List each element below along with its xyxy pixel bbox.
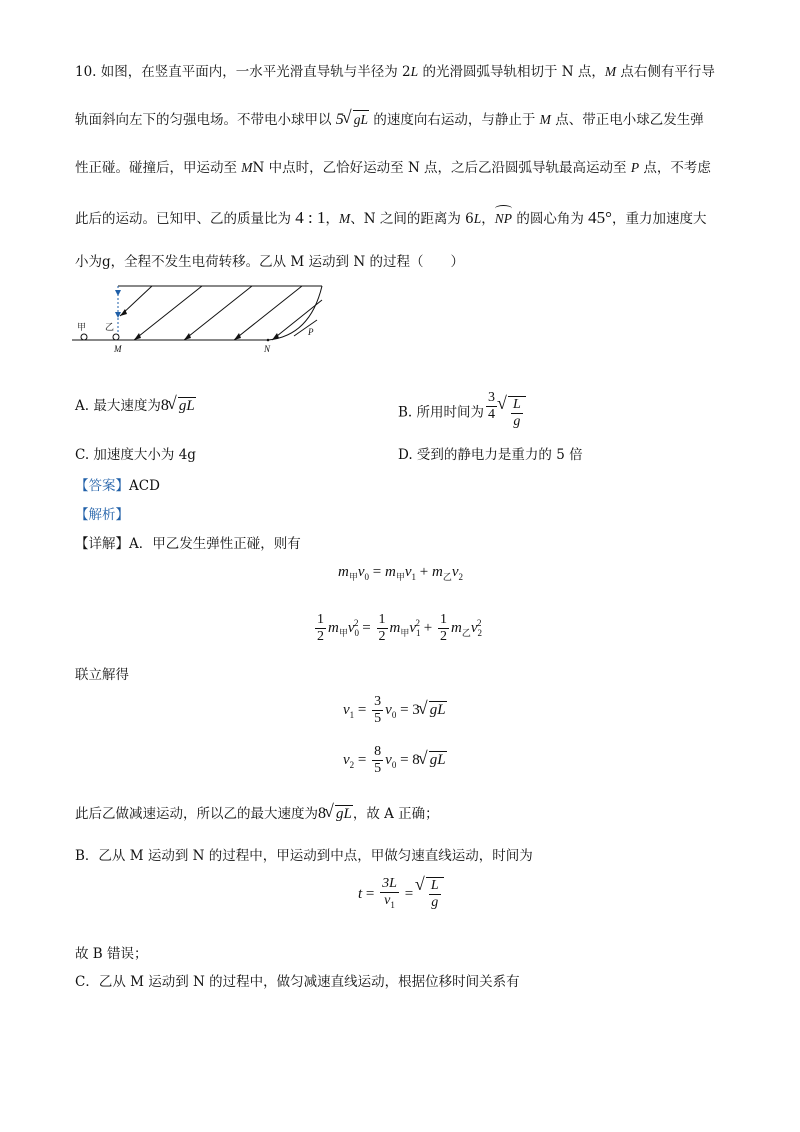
option-b: B. 所用时间为 $\frac{3}{4}$ √ $\frac{L}{g}$ — [398, 396, 526, 430]
energy-equation: $\frac{1}{2}$ $m_甲v_0^2$ = $\frac{1}{2}$ $m_甲v_1^2$ + $\frac{1}{2}$ $m_乙v_2^2$ — [317, 612, 483, 644]
detail-a-line: 【详解】A．甲乙发生弹性正碰，则有 — [75, 536, 301, 552]
question-line-5: 小为g，全程不发生电荷转移。乙从 M 运动到 N 的过程（ ） — [75, 254, 464, 270]
label-m: M — [114, 344, 122, 354]
option-d: D. 受到的静电力是重力的 5 倍 — [398, 447, 583, 463]
label-jia: 甲 — [77, 323, 87, 333]
question-line-2: 轨面斜向左下的匀强电场。不带电小球甲以 5√ gL 的速度向右运动，与静止于 M 点、带正电小球乙发生弹 — [75, 110, 704, 130]
v1-equation: $v_1$ = $\frac{3}{5}$ $v_0 = 3√$ gL — [343, 694, 447, 727]
physics-figure — [72, 278, 342, 358]
t-equation: t = $\frac{3L}{v_1}$ = √ $\frac{L}{g}$ — [358, 876, 444, 913]
solve-text: 联立解得 — [75, 667, 129, 683]
option-c: C. 加速度大小为 4g — [75, 447, 196, 463]
sqrt-gl: √ gL — [344, 110, 369, 130]
question-line-4: 此后的运动。已知甲、乙的质量比为 4 : 1，M、N 之间的距离为 6L，NP 的圆心角为 45°，重力加速度大 — [75, 208, 707, 227]
detail-c-line: C．乙从 M 运动到 N 的过程中，做匀减速直线运动，根据位移时间关系有 — [75, 974, 520, 990]
conclusion-b: 故 B 错误； — [75, 946, 148, 962]
question-line-3: 性正碰。碰撞后，甲运动至 MN 中点时，乙恰好运动至 N 点，之后乙沿圆弧导轨最高运动至 P 点，不考虑 — [75, 160, 711, 176]
analysis-tag: 【解析】 — [75, 507, 129, 523]
conclusion-a: 此后乙做减速运动，所以乙的最大速度为8√ gL，故 A 正确； — [75, 804, 439, 824]
momentum-equation: $m_甲v_0 = m_甲v_1 + m_乙v_2$ — [338, 564, 464, 582]
ball-jia — [81, 334, 87, 340]
ball-yi — [113, 334, 119, 340]
option-a: A. 最大速度为8√ gL — [75, 396, 196, 416]
question-line-1: 10. 如图，在竖直平面内，一水平光滑直导轨与半径为 2L 的光滑圆弧导轨相切于 N 点，M 点右侧有平行导 — [75, 64, 715, 80]
label-n: N — [264, 344, 271, 354]
arc-np: NP — [495, 209, 512, 229]
label-yi: 乙 — [105, 323, 115, 333]
detail-b-line: B．乙从 M 运动到 N 的过程中，甲运动到中点，甲做匀速直线运动，时间为 — [75, 848, 533, 864]
answer-line: 【答案】ACD — [75, 478, 160, 494]
label-p: P — [308, 327, 314, 337]
v2-equation: $v_2$ = $\frac{8}{5}$ $v_0 = 8√$ gL — [343, 744, 447, 777]
